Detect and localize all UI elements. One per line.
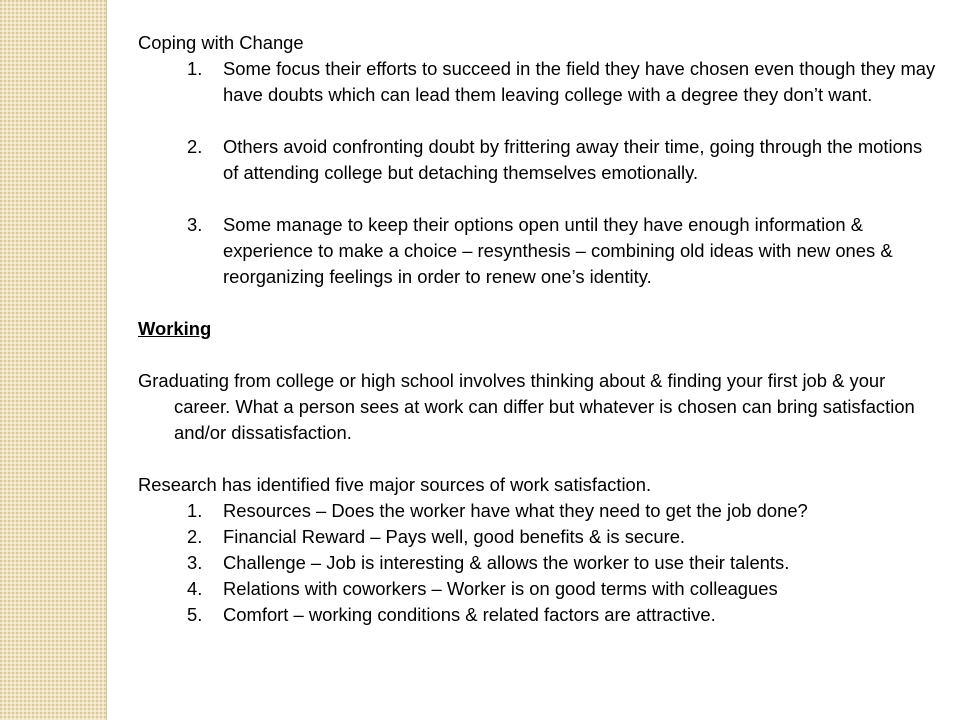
list-number: 5. (187, 604, 203, 625)
list-item-text: Financial Reward – Pays well, good benefits & is secure. (223, 526, 686, 547)
source-item-2 (138, 524, 938, 550)
list-number: 4. (187, 578, 203, 599)
list-item-text: Others avoid confronting doubt by frittering away their time, going through the motions of attending college but detaching themselves emotionally. (223, 136, 923, 183)
list-item-text: Some focus their efforts to succeed in the field they have chosen even though they may have doubts which can lead them leaving college with a degree they don’t want. (223, 58, 936, 105)
list-number: 2. (187, 136, 203, 157)
list-item-text: Resources – Does the worker have what they need to get the job done? (223, 500, 808, 521)
working-paragraph: Graduating from college or high school involves thinking about & finding your first job & your career. What a person sees at work can differ but whatever is chosen can bring satisfaction and/or dissatisfaction. (138, 370, 915, 443)
source-item-3 (138, 550, 938, 576)
list-item-text: Some manage to keep their options open until they have enough information & experience to make a choice – resynthesis – combining old ideas with new ones & reorganizing feelings in order to renew one’s identity. (223, 214, 893, 287)
satisfaction-sources-list (138, 498, 938, 628)
research-intro: Research has identified five major sources of work satisfaction. (138, 474, 652, 495)
coping-item-2 (138, 134, 938, 186)
slide-body (138, 30, 938, 628)
source-item-4 (138, 576, 938, 602)
list-item-text: Relations with coworkers – Worker is on good terms with colleagues (223, 578, 778, 599)
list-number: 3. (187, 214, 203, 235)
source-item-1 (138, 498, 938, 524)
coping-heading: Coping with Change (138, 32, 304, 53)
list-number: 3. (187, 552, 203, 573)
coping-item-3 (138, 212, 938, 290)
coping-list (138, 56, 938, 290)
list-item-text: Comfort – working conditions & related factors are attractive. (223, 604, 716, 625)
list-item-text: Challenge – Job is interesting & allows the worker to use their talents. (223, 552, 790, 573)
source-item-5 (138, 602, 938, 628)
list-number: 2. (187, 526, 203, 547)
working-heading: Working (138, 318, 212, 339)
decorative-side-bar (0, 0, 107, 720)
list-number: 1. (187, 58, 203, 79)
list-number: 1. (187, 500, 203, 521)
coping-item-1 (138, 56, 938, 108)
